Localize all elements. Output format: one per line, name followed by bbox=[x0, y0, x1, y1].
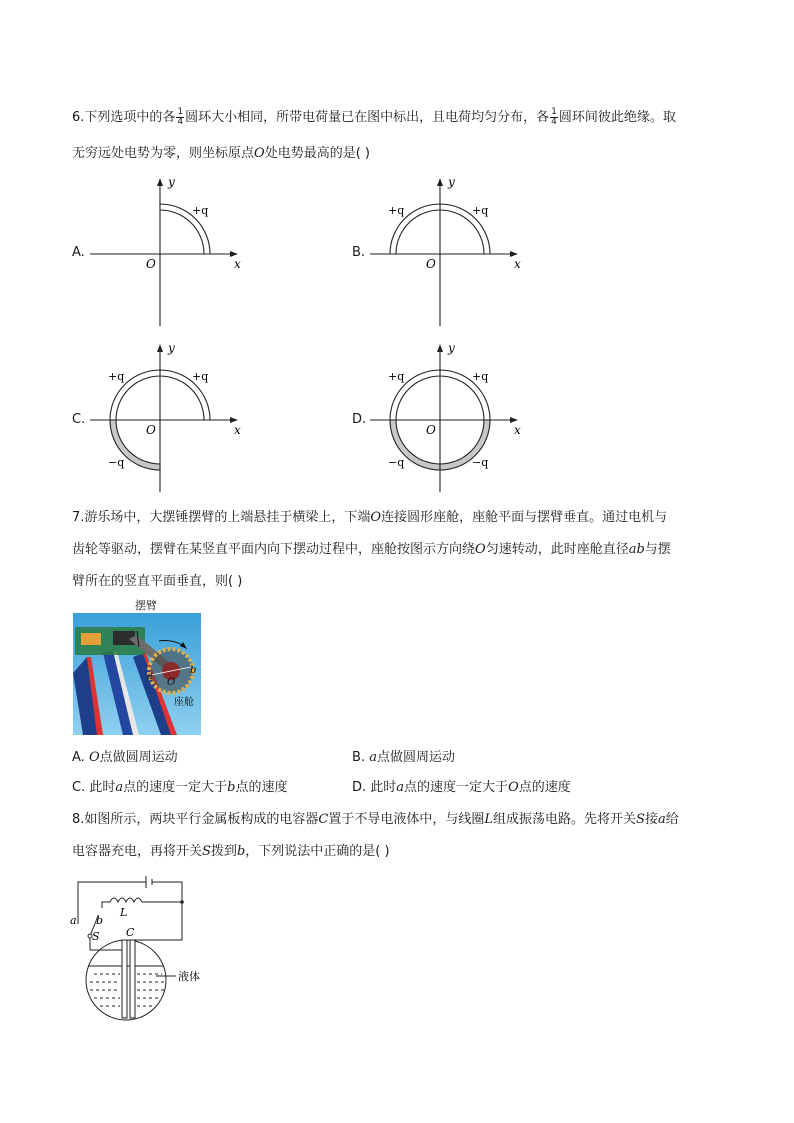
svg-text:+q: +q bbox=[388, 204, 405, 217]
svg-text:a: a bbox=[147, 671, 153, 682]
q8-lc-circuit-diagram bbox=[66, 872, 226, 1028]
svg-text:+q: +q bbox=[472, 204, 489, 217]
svg-text:y: y bbox=[168, 341, 175, 355]
q6-stem-line1: 6.下列选项中的各 $\frac{1}{4}$ 圆环大小相同，所带电荷量已在图中标出，且电荷均匀分布，各 $\frac{1}{4}$ 圆环间彼此绝缘。取 bbox=[72, 107, 676, 127]
q8-stem-line1: 8.如图所示，两块平行金属板构成的电容器C置于不导电液体中，与线圈L组成振荡电路。先将开关S接a给 bbox=[72, 812, 679, 827]
svg-text:−q: −q bbox=[388, 456, 405, 469]
svg-text:y: y bbox=[448, 175, 455, 189]
q6-option-b-figure[interactable] bbox=[366, 172, 530, 328]
svg-text:x: x bbox=[234, 423, 241, 437]
q6-option-c-label[interactable]: C. bbox=[72, 412, 86, 427]
q6-option-a-label[interactable]: A. bbox=[72, 245, 85, 260]
svg-text:+q: +q bbox=[192, 370, 209, 383]
q7-option-c[interactable]: C. 此时a点的速度一定大于b点的速度 bbox=[72, 780, 288, 795]
svg-text:b: b bbox=[96, 914, 104, 927]
svg-text:a: a bbox=[70, 914, 77, 927]
svg-text:x: x bbox=[514, 423, 521, 437]
q7-stem-line1: 7.游乐场中，大摆锤摆臂的上端悬挂于横梁上，下端O连接圆形座舱，座舱平面与摆臂垂直。通过电机与 bbox=[72, 510, 668, 525]
q7-option-d[interactable]: D. 此时a点的速度一定大于O点的速度 bbox=[352, 780, 571, 795]
q7-option-a[interactable]: A. O点做圆周运动 bbox=[72, 750, 178, 765]
q8-stem-line2: 电容器充电，再将开关S拨到b，下列说法中正确的是( ) bbox=[72, 844, 390, 859]
svg-text:O: O bbox=[146, 423, 156, 437]
q6-option-a-figure[interactable] bbox=[86, 172, 250, 328]
q7-stem-line2: 齿轮等驱动，摆臂在某竖直平面内向下摆动过程中，座舱按图示方向绕O匀速转动，此时座舱直径ab与摆 bbox=[72, 542, 671, 557]
fraction-one-quarter-2: $\frac{1}{4}$ bbox=[551, 107, 557, 127]
svg-text:+q: +q bbox=[388, 370, 405, 383]
svg-text:座舱: 座舱 bbox=[174, 697, 194, 708]
svg-text:O: O bbox=[426, 423, 436, 437]
svg-text:O: O bbox=[167, 677, 176, 688]
axis-x-label: x bbox=[234, 257, 241, 271]
axis-y-label: y bbox=[168, 175, 175, 189]
svg-text:L: L bbox=[120, 906, 128, 919]
svg-text:液体: 液体 bbox=[178, 970, 200, 983]
svg-text:C: C bbox=[126, 926, 135, 939]
q7-option-b[interactable]: B. a点做圆周运动 bbox=[352, 750, 455, 765]
svg-text:+q: +q bbox=[108, 370, 125, 383]
svg-text:+q: +q bbox=[472, 370, 489, 383]
q6-option-c-figure[interactable] bbox=[86, 338, 250, 498]
fraction-one-quarter: $\frac{1}{4}$ bbox=[177, 107, 184, 127]
svg-text:−q: −q bbox=[472, 456, 489, 469]
svg-text:y: y bbox=[448, 341, 455, 355]
q7-photo-caption-arm: 摆臂 bbox=[135, 599, 157, 612]
q6-option-d-figure[interactable] bbox=[366, 338, 530, 498]
q6-option-d-label[interactable]: D. bbox=[352, 412, 367, 427]
svg-text:x: x bbox=[514, 257, 521, 271]
q6-option-b-label[interactable]: B. bbox=[352, 245, 366, 260]
q6-stem-line2: 无穷远处电势为零，则坐标原点O处电势最高的是( ) bbox=[72, 146, 370, 161]
origin-label: O bbox=[146, 257, 156, 271]
q7-stem-line3: 臂所在的竖直平面垂直，则( ) bbox=[72, 574, 243, 589]
svg-text:S: S bbox=[92, 930, 100, 943]
q7-pendulum-photo bbox=[73, 613, 201, 735]
charge-label: +q bbox=[192, 204, 209, 217]
svg-text:b: b bbox=[190, 665, 197, 676]
svg-text:O: O bbox=[426, 257, 436, 271]
svg-text:−q: −q bbox=[108, 456, 125, 469]
